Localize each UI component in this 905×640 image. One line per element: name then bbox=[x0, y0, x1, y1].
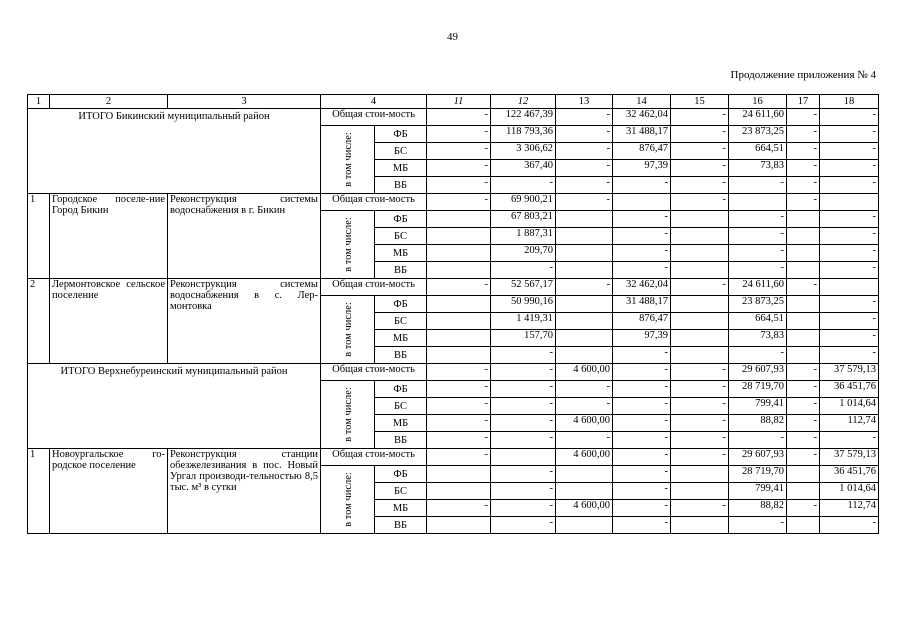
continuation-label: Продолжение приложения № 4 bbox=[730, 69, 876, 81]
value-cell bbox=[427, 262, 491, 279]
value-cell: - bbox=[613, 415, 671, 432]
value-cell: - bbox=[787, 126, 820, 143]
funding-source-label: ВБ bbox=[375, 432, 427, 449]
value-cell: 32 462,04 bbox=[613, 279, 671, 296]
value-cell: - bbox=[427, 109, 491, 126]
settlement-name: Лермонтовское сельское поселение bbox=[50, 279, 168, 364]
funding-source-label: БС bbox=[375, 398, 427, 415]
value-cell: - bbox=[613, 262, 671, 279]
row-number: 1 bbox=[28, 194, 50, 279]
project-row bbox=[28, 279, 879, 296]
value-cell bbox=[427, 517, 491, 534]
value-cell bbox=[820, 279, 879, 296]
value-cell: 28 719,70 bbox=[729, 466, 787, 483]
district-total-row bbox=[28, 109, 879, 126]
value-cell: 367,40 bbox=[491, 160, 556, 177]
value-cell: - bbox=[787, 194, 820, 211]
district-title: ИТОГО Бикинский муниципальный район bbox=[28, 109, 321, 194]
funding-source-label: ВБ bbox=[375, 177, 427, 194]
value-cell bbox=[820, 194, 879, 211]
value-cell: 31 488,17 bbox=[613, 126, 671, 143]
value-cell: 112,74 bbox=[820, 500, 879, 517]
value-cell: - bbox=[491, 177, 556, 194]
column-header: 2 bbox=[50, 95, 168, 109]
value-cell: - bbox=[427, 364, 491, 381]
value-cell bbox=[556, 296, 613, 313]
value-cell: - bbox=[427, 177, 491, 194]
value-cell: - bbox=[613, 517, 671, 534]
funding-source-label: МБ bbox=[375, 160, 427, 177]
value-cell bbox=[787, 262, 820, 279]
value-cell: - bbox=[427, 160, 491, 177]
value-cell: - bbox=[427, 449, 491, 466]
value-cell: - bbox=[729, 262, 787, 279]
project-row bbox=[28, 449, 879, 466]
value-cell bbox=[556, 211, 613, 228]
value-cell: - bbox=[491, 500, 556, 517]
value-cell: 4 600,00 bbox=[556, 449, 613, 466]
value-cell: - bbox=[671, 398, 729, 415]
value-cell: - bbox=[556, 432, 613, 449]
value-cell: - bbox=[820, 109, 879, 126]
including-text: в том числе: bbox=[342, 217, 354, 272]
value-cell: 67 803,21 bbox=[491, 211, 556, 228]
district-total-row bbox=[28, 364, 879, 381]
value-cell: - bbox=[820, 177, 879, 194]
value-cell: - bbox=[671, 177, 729, 194]
value-cell bbox=[671, 262, 729, 279]
value-cell: - bbox=[613, 500, 671, 517]
including-text: в том числе: bbox=[342, 387, 354, 442]
value-cell: 122 467,39 bbox=[491, 109, 556, 126]
value-cell: - bbox=[787, 364, 820, 381]
column-header: 18 bbox=[820, 95, 879, 109]
value-cell: 36 451,76 bbox=[820, 466, 879, 483]
value-cell: - bbox=[427, 432, 491, 449]
value-cell: - bbox=[556, 160, 613, 177]
funding-source-label: ФБ bbox=[375, 126, 427, 143]
value-cell: - bbox=[671, 160, 729, 177]
value-cell: - bbox=[820, 228, 879, 245]
value-cell: - bbox=[613, 432, 671, 449]
value-cell: - bbox=[729, 245, 787, 262]
value-cell: - bbox=[613, 211, 671, 228]
value-cell: - bbox=[820, 245, 879, 262]
column-header: 14 bbox=[613, 95, 671, 109]
value-cell: - bbox=[671, 500, 729, 517]
value-cell: - bbox=[729, 347, 787, 364]
value-cell: - bbox=[491, 432, 556, 449]
value-cell: - bbox=[556, 381, 613, 398]
total-cost-label: Общая стои-мость bbox=[321, 279, 427, 296]
value-cell: - bbox=[671, 109, 729, 126]
value-cell: 118 793,36 bbox=[491, 126, 556, 143]
value-cell: - bbox=[787, 381, 820, 398]
value-cell: - bbox=[613, 364, 671, 381]
value-cell: - bbox=[556, 194, 613, 211]
value-cell bbox=[729, 194, 787, 211]
column-header: 17 bbox=[787, 95, 820, 109]
value-cell: - bbox=[671, 364, 729, 381]
value-cell: - bbox=[491, 381, 556, 398]
value-cell: - bbox=[427, 500, 491, 517]
value-cell: - bbox=[671, 126, 729, 143]
value-cell: 24 611,60 bbox=[729, 109, 787, 126]
column-header: 11 bbox=[427, 95, 491, 109]
budget-table bbox=[27, 94, 879, 534]
column-header: 15 bbox=[671, 95, 729, 109]
value-cell bbox=[671, 313, 729, 330]
page-number: 49 bbox=[447, 31, 458, 43]
column-header: 13 bbox=[556, 95, 613, 109]
value-cell: 799,41 bbox=[729, 398, 787, 415]
value-cell: - bbox=[491, 364, 556, 381]
value-cell: - bbox=[787, 177, 820, 194]
value-cell: - bbox=[613, 449, 671, 466]
value-cell bbox=[491, 449, 556, 466]
value-cell: - bbox=[671, 432, 729, 449]
value-cell bbox=[787, 211, 820, 228]
value-cell bbox=[427, 228, 491, 245]
project-description: Реконструкция станции обезжелезивания в пос. Новый Ургал производи-тельностью 8,5 тыс. м³ в сутки bbox=[168, 449, 321, 534]
total-cost-label: Общая стои-мость bbox=[321, 449, 427, 466]
value-cell: - bbox=[729, 177, 787, 194]
value-cell: - bbox=[729, 517, 787, 534]
value-cell bbox=[427, 347, 491, 364]
value-cell bbox=[556, 466, 613, 483]
value-cell: - bbox=[671, 449, 729, 466]
total-cost-label: Общая стои-мость bbox=[321, 109, 427, 126]
value-cell bbox=[556, 228, 613, 245]
value-cell: 23 873,25 bbox=[729, 296, 787, 313]
value-cell: - bbox=[820, 313, 879, 330]
funding-source-label: ФБ bbox=[375, 381, 427, 398]
value-cell bbox=[556, 262, 613, 279]
including-label bbox=[321, 466, 375, 534]
value-cell: 23 873,25 bbox=[729, 126, 787, 143]
funding-source-label: БС bbox=[375, 143, 427, 160]
value-cell bbox=[556, 245, 613, 262]
including-text: в том числе: bbox=[342, 132, 354, 187]
value-cell: - bbox=[820, 517, 879, 534]
settlement-name: Новоургальское го-родское поселение bbox=[50, 449, 168, 534]
value-cell bbox=[427, 245, 491, 262]
project-description: Реконструкция системы водоснабжения в г. Бикин bbox=[168, 194, 321, 279]
value-cell: - bbox=[820, 211, 879, 228]
value-cell: - bbox=[820, 143, 879, 160]
funding-source-label: ФБ bbox=[375, 211, 427, 228]
value-cell bbox=[427, 296, 491, 313]
including-label bbox=[321, 381, 375, 449]
project-description: Реконструкция системы водоснабжения в с. Лер-монтовка bbox=[168, 279, 321, 364]
funding-source-label: МБ bbox=[375, 415, 427, 432]
value-cell bbox=[787, 228, 820, 245]
value-cell bbox=[671, 347, 729, 364]
row-number: 2 bbox=[28, 279, 50, 364]
header-row bbox=[28, 95, 879, 109]
value-cell bbox=[671, 296, 729, 313]
value-cell bbox=[427, 313, 491, 330]
value-cell: - bbox=[820, 262, 879, 279]
value-cell: - bbox=[729, 228, 787, 245]
including-label bbox=[321, 126, 375, 194]
value-cell: - bbox=[820, 126, 879, 143]
value-cell: - bbox=[491, 347, 556, 364]
value-cell: - bbox=[556, 143, 613, 160]
value-cell: - bbox=[613, 381, 671, 398]
funding-source-label: ВБ bbox=[375, 517, 427, 534]
value-cell: - bbox=[613, 398, 671, 415]
value-cell bbox=[427, 330, 491, 347]
including-label bbox=[321, 211, 375, 279]
value-cell: - bbox=[729, 211, 787, 228]
value-cell: 88,82 bbox=[729, 415, 787, 432]
funding-source-label: БС bbox=[375, 483, 427, 500]
value-cell: 73,83 bbox=[729, 160, 787, 177]
value-cell: - bbox=[427, 279, 491, 296]
value-cell: 97,39 bbox=[613, 330, 671, 347]
value-cell bbox=[787, 483, 820, 500]
value-cell: - bbox=[787, 143, 820, 160]
value-cell: - bbox=[427, 381, 491, 398]
funding-source-label: ВБ bbox=[375, 347, 427, 364]
value-cell: - bbox=[671, 381, 729, 398]
value-cell bbox=[427, 211, 491, 228]
column-header: 3 bbox=[168, 95, 321, 109]
value-cell bbox=[556, 347, 613, 364]
value-cell: 37 579,13 bbox=[820, 364, 879, 381]
project-row bbox=[28, 194, 879, 211]
value-cell: - bbox=[613, 347, 671, 364]
value-cell: - bbox=[427, 398, 491, 415]
value-cell: 4 600,00 bbox=[556, 415, 613, 432]
value-cell: - bbox=[491, 398, 556, 415]
value-cell: 112,74 bbox=[820, 415, 879, 432]
value-cell: - bbox=[820, 347, 879, 364]
value-cell bbox=[787, 313, 820, 330]
value-cell bbox=[787, 296, 820, 313]
value-cell: 31 488,17 bbox=[613, 296, 671, 313]
value-cell: - bbox=[613, 466, 671, 483]
value-cell: - bbox=[820, 432, 879, 449]
funding-source-label: МБ bbox=[375, 245, 427, 262]
value-cell: - bbox=[491, 483, 556, 500]
value-cell: 1 419,31 bbox=[491, 313, 556, 330]
value-cell: - bbox=[787, 398, 820, 415]
value-cell bbox=[671, 466, 729, 483]
value-cell bbox=[787, 347, 820, 364]
value-cell: - bbox=[820, 160, 879, 177]
funding-source-label: ФБ bbox=[375, 296, 427, 313]
value-cell: - bbox=[787, 449, 820, 466]
value-cell: - bbox=[671, 279, 729, 296]
value-cell bbox=[671, 483, 729, 500]
value-cell bbox=[787, 245, 820, 262]
value-cell: - bbox=[787, 109, 820, 126]
total-cost-label: Общая стои-мость bbox=[321, 194, 427, 211]
column-header: 1 bbox=[28, 95, 50, 109]
value-cell: - bbox=[613, 245, 671, 262]
funding-source-label: БС bbox=[375, 228, 427, 245]
value-cell bbox=[671, 517, 729, 534]
value-cell: - bbox=[787, 415, 820, 432]
value-cell: 50 990,16 bbox=[491, 296, 556, 313]
value-cell: - bbox=[787, 160, 820, 177]
value-cell: 1 014,64 bbox=[820, 483, 879, 500]
value-cell: 24 611,60 bbox=[729, 279, 787, 296]
value-cell: 4 600,00 bbox=[556, 364, 613, 381]
value-cell bbox=[671, 211, 729, 228]
value-cell: - bbox=[787, 500, 820, 517]
value-cell: 97,39 bbox=[613, 160, 671, 177]
value-cell: 664,51 bbox=[729, 143, 787, 160]
value-cell bbox=[556, 330, 613, 347]
value-cell: - bbox=[427, 126, 491, 143]
value-cell: 52 567,17 bbox=[491, 279, 556, 296]
value-cell: - bbox=[491, 415, 556, 432]
value-cell: 37 579,13 bbox=[820, 449, 879, 466]
value-cell: 29 607,93 bbox=[729, 449, 787, 466]
value-cell: - bbox=[427, 194, 491, 211]
column-header: 16 bbox=[729, 95, 787, 109]
value-cell: 28 719,70 bbox=[729, 381, 787, 398]
value-cell: 209,70 bbox=[491, 245, 556, 262]
value-cell: 69 900,21 bbox=[491, 194, 556, 211]
value-cell: 664,51 bbox=[729, 313, 787, 330]
value-cell: 29 607,93 bbox=[729, 364, 787, 381]
funding-source-label: ВБ bbox=[375, 262, 427, 279]
value-cell: - bbox=[556, 109, 613, 126]
value-cell: - bbox=[556, 177, 613, 194]
funding-source-label: ФБ bbox=[375, 466, 427, 483]
value-cell bbox=[671, 228, 729, 245]
value-cell bbox=[427, 466, 491, 483]
value-cell: 36 451,76 bbox=[820, 381, 879, 398]
value-cell: - bbox=[427, 143, 491, 160]
including-text: в том числе: bbox=[342, 472, 354, 527]
value-cell bbox=[556, 517, 613, 534]
value-cell: - bbox=[491, 517, 556, 534]
value-cell: - bbox=[787, 279, 820, 296]
value-cell: 3 306,62 bbox=[491, 143, 556, 160]
value-cell: 1 014,64 bbox=[820, 398, 879, 415]
including-label bbox=[321, 296, 375, 364]
value-cell: - bbox=[491, 466, 556, 483]
including-text: в том числе: bbox=[342, 302, 354, 357]
value-cell: - bbox=[427, 415, 491, 432]
value-cell: - bbox=[671, 415, 729, 432]
value-cell: 876,47 bbox=[613, 143, 671, 160]
value-cell: - bbox=[613, 483, 671, 500]
value-cell bbox=[613, 194, 671, 211]
column-header: 4 bbox=[321, 95, 427, 109]
column-header: 12 bbox=[491, 95, 556, 109]
value-cell: - bbox=[491, 262, 556, 279]
value-cell: - bbox=[729, 432, 787, 449]
value-cell bbox=[556, 313, 613, 330]
value-cell bbox=[427, 483, 491, 500]
value-cell: - bbox=[556, 126, 613, 143]
value-cell: 1 887,31 bbox=[491, 228, 556, 245]
funding-source-label: МБ bbox=[375, 500, 427, 517]
value-cell: 799,41 bbox=[729, 483, 787, 500]
value-cell: - bbox=[671, 194, 729, 211]
value-cell bbox=[787, 466, 820, 483]
funding-source-label: БС bbox=[375, 313, 427, 330]
value-cell bbox=[787, 330, 820, 347]
value-cell: - bbox=[556, 398, 613, 415]
value-cell: 157,70 bbox=[491, 330, 556, 347]
value-cell: 88,82 bbox=[729, 500, 787, 517]
funding-source-label: МБ bbox=[375, 330, 427, 347]
value-cell: - bbox=[820, 296, 879, 313]
total-cost-label: Общая стои-мость bbox=[321, 364, 427, 381]
value-cell: - bbox=[671, 143, 729, 160]
value-cell: 32 462,04 bbox=[613, 109, 671, 126]
value-cell: - bbox=[613, 177, 671, 194]
value-cell bbox=[556, 483, 613, 500]
settlement-name: Городское поселе-ние Город Бикин bbox=[50, 194, 168, 279]
value-cell: - bbox=[787, 432, 820, 449]
row-number: 1 bbox=[28, 449, 50, 534]
value-cell bbox=[671, 330, 729, 347]
value-cell bbox=[671, 245, 729, 262]
value-cell: 73,83 bbox=[729, 330, 787, 347]
value-cell: - bbox=[556, 279, 613, 296]
value-cell bbox=[787, 517, 820, 534]
value-cell: - bbox=[820, 330, 879, 347]
value-cell: - bbox=[613, 228, 671, 245]
value-cell: 876,47 bbox=[613, 313, 671, 330]
district-title: ИТОГО Верхнебуреинский муниципальный район bbox=[28, 364, 321, 449]
value-cell: 4 600,00 bbox=[556, 500, 613, 517]
